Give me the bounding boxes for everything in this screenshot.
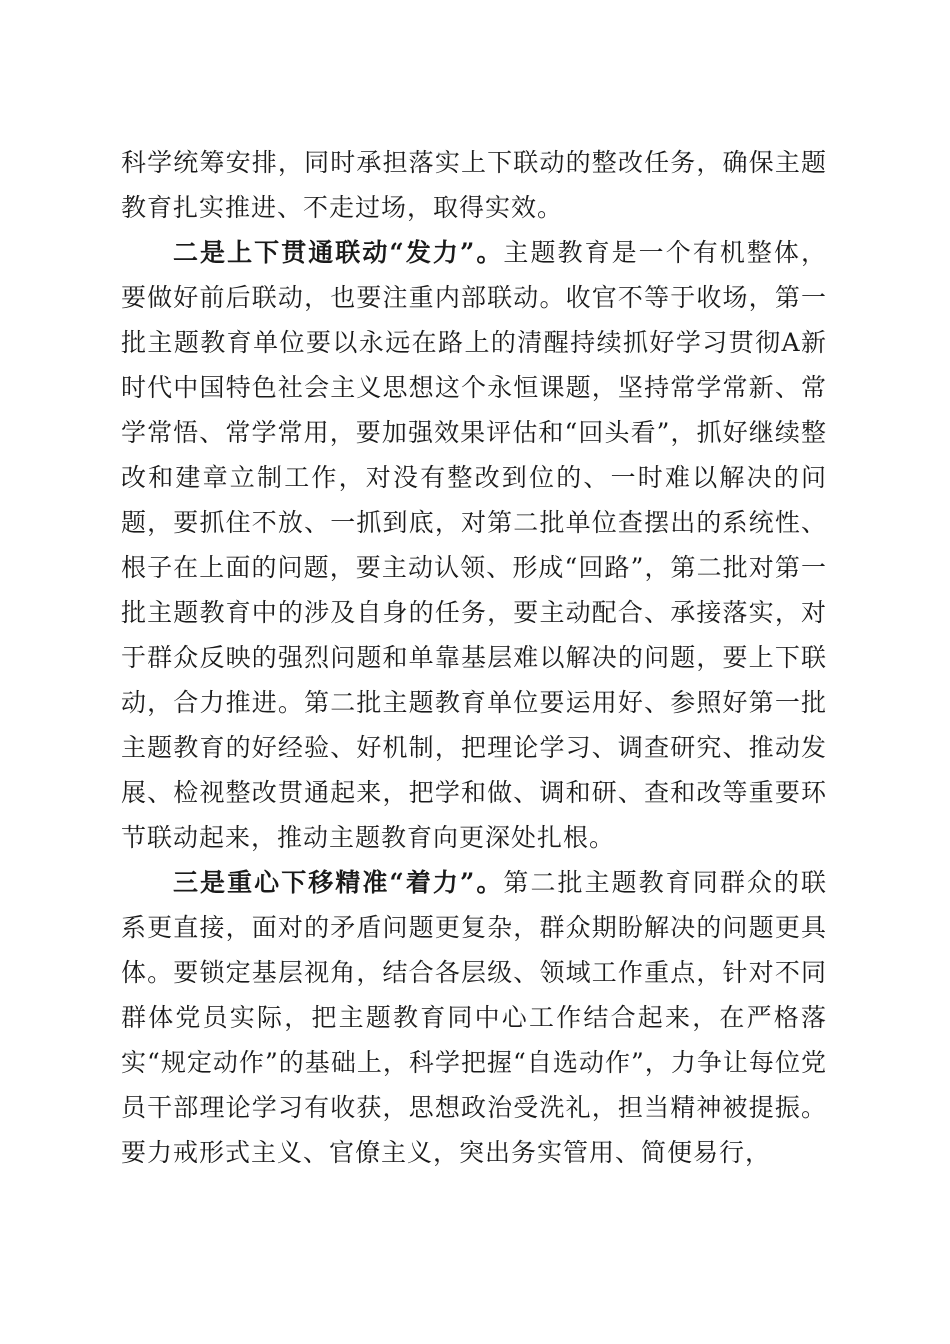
paragraph-text: 第二批主题教育同群众的联系更直接，面对的矛盾问题更复杂，群众期盼解决的问题更具体。要锁定基层视角，结合各层级、领域工作重点，针对不同群体党员实际，把主题教育同中心工作结合起来，在严格落实“规定动作”的基础上，科学把握“自选动作”，力争让每位党员干部理论学习有收获，思想政治受洗礼，担当精神被提振。要力戒形式主义、官僚主义，突出务实管用、简便易行， xyxy=(121,868,827,1167)
paragraph-text: 主题教育是一个有机整体，要做好前后联动，也要注重内部联动。收官不等于收场，第一批主题教育单位要以永远在路上的清醒持续抓好学习贯彻A新时代中国特色社会主义思想这个永恒课题，坚持常学常新、常学常悟、常学常用，要加强效果评估和“回头看”，抓好继续整改和建章立制工作，对没有整改到位的、一时难以解决的问题，要抓住不放、一抓到底，对第二批单位查摆出的系统性、根子在上面的问题，要主动认领、形成“回路”，第二批对第一批主题教育中的涉及自身的任务，要主动配合、承接落实，对于群众反映的强烈问题和单靠基层难以解决的问题，要上下联动，合力推进。第二批主题教育单位要运用好、参照好第一批主题教育的好经验、好机制，把理论学习、调查研究、推动发展、检视整改贯通起来，把学和做、调和研、查和改等重要环节联动起来，推动主题教育向更深处扎根。 xyxy=(121,238,827,852)
paragraph-continuation xyxy=(121,140,827,230)
paragraph-heading: 三是重心下移精准“着力”。 xyxy=(173,868,504,897)
document-body xyxy=(121,140,827,1175)
paragraph-two xyxy=(121,230,827,860)
paragraph-heading: 二是上下贯通联动“发力”。 xyxy=(173,238,504,267)
paragraph-text: 科学统筹安排，同时承担落实上下联动的整改任务，确保主题教育扎实推进、不走过场，取得实效。 xyxy=(121,148,827,222)
paragraph-three xyxy=(121,860,827,1175)
